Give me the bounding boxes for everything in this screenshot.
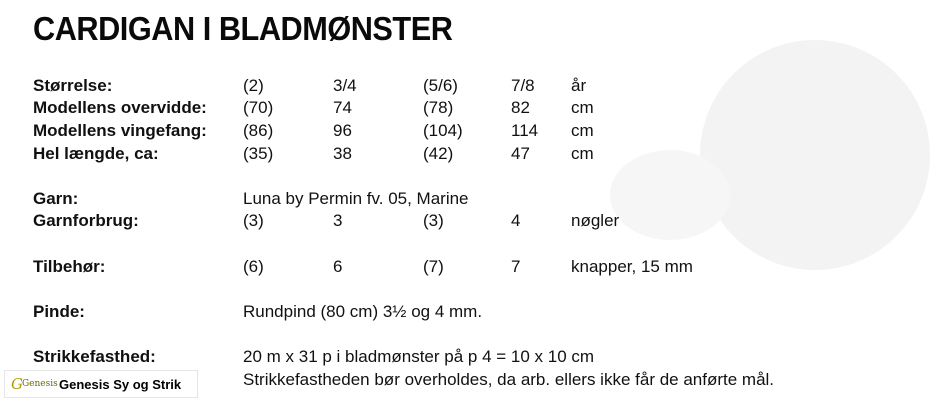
unit-label: cm xyxy=(571,121,594,140)
page-title: CARDIGAN I BLADMØNSTER xyxy=(33,10,453,47)
size-value: 47 xyxy=(511,144,530,163)
size-value: 38 xyxy=(333,144,352,163)
strikkefasthed-row xyxy=(0,347,932,369)
size-value: 3 xyxy=(333,211,343,230)
size-value: 74 xyxy=(333,98,352,117)
size-value: 96 xyxy=(333,121,352,140)
row-label: Tilbehør: xyxy=(33,257,106,276)
row-label: Pinde: xyxy=(33,302,85,321)
row-label: Hel længde, ca: xyxy=(33,144,159,163)
genesis-logo-icon xyxy=(11,374,58,394)
size-row xyxy=(0,76,932,98)
strikkefasthed-note: Strikkefastheden bør overholdes, da arb. ellers ikke får de anførte mål. xyxy=(243,370,775,389)
row-label: Modellens vingefang: xyxy=(33,121,207,140)
row-label: Modellens overvidde: xyxy=(33,98,207,117)
size-value: (2) xyxy=(243,76,264,95)
size-value: 4 xyxy=(511,211,521,230)
unit-label: nøgler xyxy=(571,211,620,230)
overvidde-row xyxy=(0,98,932,120)
tilbehor-row xyxy=(0,257,932,279)
size-value: (35) xyxy=(243,144,274,163)
size-value: (70) xyxy=(243,98,274,117)
garn-row xyxy=(0,189,932,211)
size-value: (6) xyxy=(243,257,264,276)
pinde-row xyxy=(0,302,932,324)
size-value: 3/4 xyxy=(333,76,357,95)
vingefang-row xyxy=(0,121,932,143)
size-value: (42) xyxy=(423,144,454,163)
garnforbrug-row xyxy=(0,211,932,233)
unit-label: cm xyxy=(571,98,594,117)
row-label: Garnforbrug: xyxy=(33,211,139,230)
size-value: 7/8 xyxy=(511,76,535,95)
size-value: (104) xyxy=(423,121,463,140)
unit-label: cm xyxy=(571,144,594,163)
logo-initial: G xyxy=(11,375,23,393)
size-value: 82 xyxy=(511,98,530,117)
strikkefasthed-value: 20 m x 31 p i bladmønster på p 4 = 10 x 10 cm xyxy=(243,347,595,366)
size-value: 6 xyxy=(333,257,343,276)
size-value: (86) xyxy=(243,121,274,140)
unit-label: knapper, 15 mm xyxy=(571,257,693,276)
genesis-logo-badge xyxy=(4,370,198,398)
size-value: 7 xyxy=(511,257,521,276)
unit-label: år xyxy=(571,76,587,95)
size-value: (3) xyxy=(243,211,264,230)
row-label: Garn: xyxy=(33,189,79,208)
size-value: (5/6) xyxy=(423,76,458,95)
size-value: (78) xyxy=(423,98,454,117)
size-value: (7) xyxy=(423,257,444,276)
laengde-row xyxy=(0,144,932,166)
row-label: Størrelse: xyxy=(33,76,113,95)
logo-mark-text: Genesis xyxy=(21,379,58,389)
row-label: Strikkefasthed: xyxy=(33,347,156,366)
garn-value: Luna by Permin fv. 05, Marine xyxy=(243,189,469,208)
size-value: 114 xyxy=(511,121,539,140)
pinde-value: Rundpind (80 cm) 3½ og 4 mm. xyxy=(243,302,483,321)
size-value: (3) xyxy=(423,211,444,230)
logo-name: Genesis Sy og Strik xyxy=(59,376,182,392)
